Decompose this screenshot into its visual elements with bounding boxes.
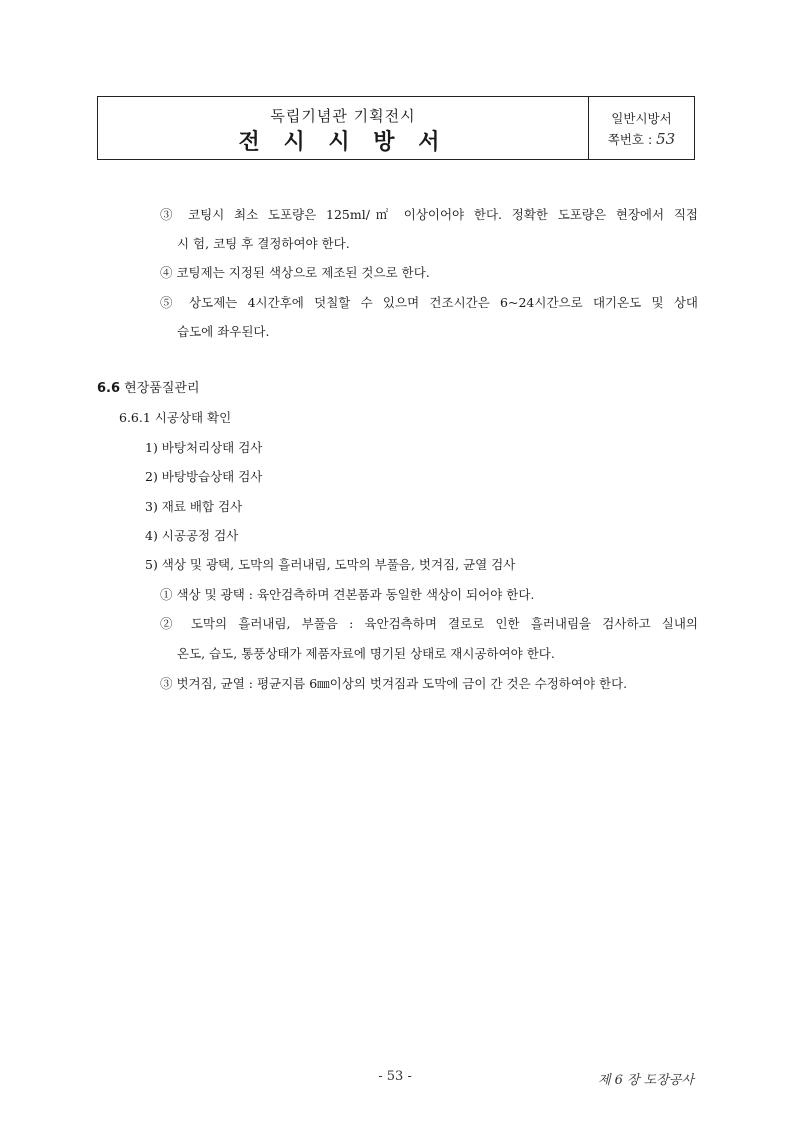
item-5-line-1: ⑤ 상도제는 4시간후에 덧칠할 수 있으며 건조시간은 6~24시간으로 대기온도 및 상대 xyxy=(160,295,698,310)
item-3-line-2: 시 험, 코팅 후 결정하여야 한다. xyxy=(177,236,350,251)
section-number: 6.6 xyxy=(97,381,121,396)
header-title-cell xyxy=(98,97,589,159)
header-title: 전 시 시 방 서 xyxy=(238,130,448,155)
list-item-5: 5) 색상 및 광택, 도막의 흘러내림, 도막의 부풀음, 벗겨짐, 균열 검사 xyxy=(145,557,516,572)
sub-item-3: ③ 벗겨짐, 균열 : 평균지름 6㎜이상의 벗겨짐과 도막에 금이 간 것은 수정하여야 한다. xyxy=(160,676,628,691)
header-info-cell xyxy=(589,97,694,159)
header-page-number xyxy=(589,130,694,148)
footer-page-number: - 53 - xyxy=(378,1069,412,1084)
list-item-1: 1) 바탕처리상태 검사 xyxy=(145,440,263,455)
section-title: 현장품질관리 xyxy=(120,381,200,396)
item-5-line-2: 습도에 좌우된다. xyxy=(177,324,270,339)
page-number-value: 53 xyxy=(656,130,676,148)
list-item-3: 3) 재료 배합 검사 xyxy=(145,499,243,514)
document-type: 일반시방서 xyxy=(611,111,672,126)
section-heading xyxy=(97,381,200,397)
list-item-2: 2) 바탕방습상태 검사 xyxy=(145,469,263,484)
header-subtitle: 독립기념관 기획전시 xyxy=(270,107,416,125)
subsection-heading: 6.6.1 시공상태 확인 xyxy=(119,410,232,425)
page-number-label: 쪽번호 : xyxy=(607,132,657,147)
list-item-4: 4) 시공공정 검사 xyxy=(145,528,239,543)
document-header xyxy=(97,96,695,160)
sub-item-1: ① 색상 및 광택 : 육안검측하며 견본품과 동일한 색상이 되어야 한다. xyxy=(160,587,535,602)
sub-item-2-line-1: ② 도막의 흘러내림, 부풀음 : 육안검측하며 결로로 인한 흘러내림을 검사하고 실내의 xyxy=(160,616,698,631)
item-3-line-1: ③ 코팅시 최소 도포량은 125ml/㎡ 이상이어야 한다. 정확한 도포량은 현장에서 직접 xyxy=(160,207,698,222)
sub-item-2-line-2: 온도, 습도, 통풍상태가 제품자료에 명기된 상태로 재시공하여야 한다. xyxy=(177,646,555,661)
footer-chapter: 제 6 장 도장공사 xyxy=(597,1073,694,1088)
item-4: ④ 코팅제는 지정된 색상으로 제조된 것으로 한다. xyxy=(160,265,430,280)
